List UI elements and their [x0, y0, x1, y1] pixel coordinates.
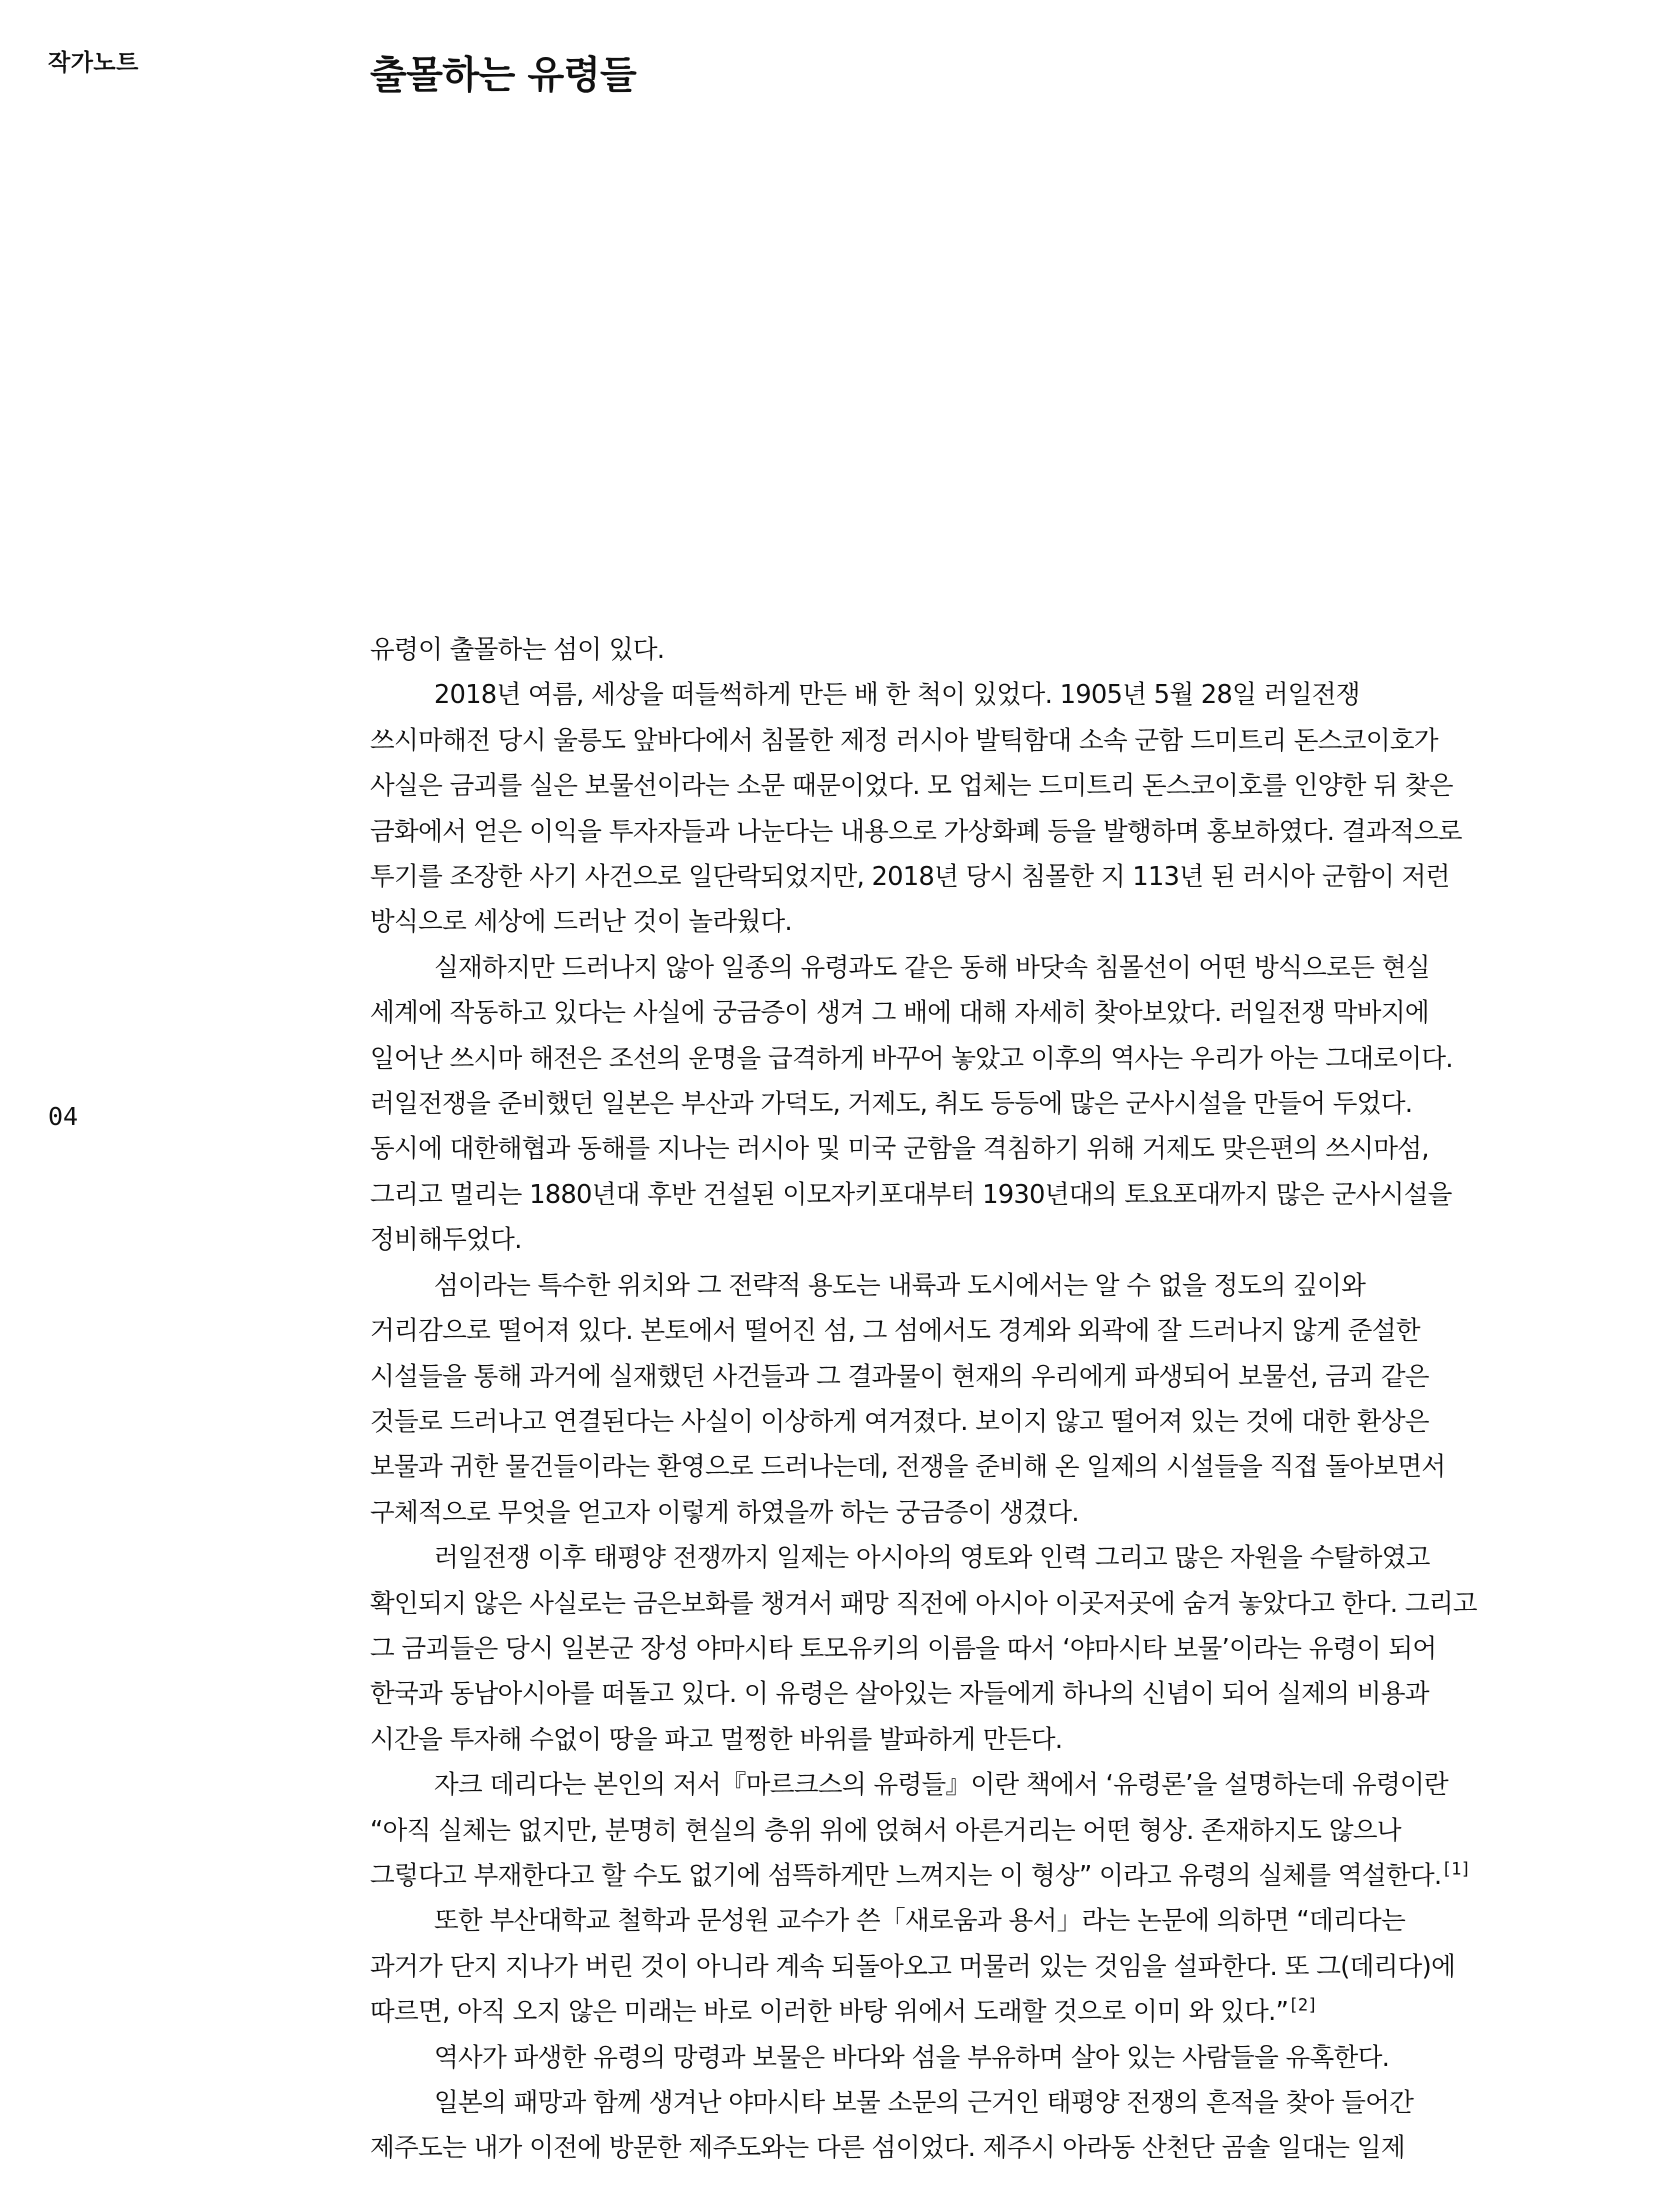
- paragraph: 역사가 파생한 유령의 망령과 보물은 바다와 섬을 부유하며 살아 있는 사람들을 유혹한다.: [434, 2042, 1390, 2073]
- paragraph: 일본의 패망과 함께 생겨난 야마시타 보물 소문의 근거인 태평양 전쟁의 흔적을 찾아 들어간 제주도는 내가 이전에 방문한 제주도와는 다른 섬이었다. 제주시 아라동 산천단 곰솔 일대는 일제: [370, 2088, 1414, 2164]
- paragraph-text: 또한 부산대학교 철학과 문성원 교수가 쓴「새로움과 용서」라는 논문에 의하면 “데리다는 과거가 단지 지나가 버린 것이 아니라 계속 되돌아오고 머물러 있는 것임을 설파한다. 또 그(데리다)에 따르면, 아직 오지 않은 미래는 바로 이러한 바탕 위에서 도래할 것으로 이미 와 있다.”: [370, 1906, 1456, 2028]
- page-number: 04: [48, 1102, 79, 1131]
- body-text: [370, 628, 1480, 2172]
- section-label: 작가노트: [48, 50, 139, 76]
- paragraph: 실재하지만 드러나지 않아 일종의 유령과도 같은 동해 바닷속 침몰선이 어떤 방식으로든 현실 세계에 작동하고 있다는 사실에 궁금증이 생겨 그 배에 대해 자세히 찾아보았다. 러일전쟁 막바지에 일어난 쓰시마 해전은 조선의 운명을 급격하게 바꾸어 놓았고 이후의 역사는 우리가 아는 그대로이다. 러일전쟁을 준비했던 일본은 부산과 가덕도, 거제도, 취도 등등에 많은 군사시설을 만들어 두었다. 동시에 대한해협과 동해를 지나는 러시아 및 미국 군함을 격침하기 위해 거제도 맞은편의 쓰시마섬, 그리고 멀리는 1880년대 후반 건설된 이모자키포대부터 1930년대의 토요포대까지 많은 군사시설을 정비해두었다.: [370, 952, 1453, 1256]
- paragraph: 러일전쟁 이후 태평양 전쟁까지 일제는 아시아의 영토와 인력 그리고 많은 자원을 수탈하였고 확인되지 않은 사실로는 금은보화를 챙겨서 패망 직전에 아시아 이곳저곳에 숨겨 놓았다고 한다. 그리고 그 금괴들은 당시 일본군 장성 야마시타 토모유키의 이름을 따서 ‘야마시타 보물’이라는 유령이 되어 한국과 동남아시아를 떠돌고 있다. 이 유령은 살아있는 자들에게 하나의 신념이 되어 실제의 비용과 시간을 투자해 수없이 땅을 파고 멀쩡한 바위를 발파하게 만든다.: [370, 1543, 1477, 1755]
- page-title: 출몰하는 유령들: [370, 53, 637, 97]
- paragraph-with-footnote: [370, 1899, 1480, 2035]
- paragraph-text: 자크 데리다는 본인의 저서『마르크스의 유령들』이란 책에서 ‘유령론’을 설명하는데 유령이란 “아직 실체는 없지만, 분명히 현실의 층위 위에 얹혀서 아른거리는 어떤 형상. 존재하지도 않으나 그렇다고 부재한다고 할 수도 없기에 섬뜩하게만 느껴지는 이 형상” 이라고 유령의 실체를 역설한다.: [370, 1770, 1449, 1891]
- paragraph: 2018년 여름, 세상을 떠들썩하게 만든 배 한 척이 있었다. 1905년 5월 28일 러일전쟁 쓰시마해전 당시 울릉도 앞바다에서 침몰한 제정 러시아 발틱함대 소속 군함 드미트리 돈스코이호가 사실은 금괴를 실은 보물선이라는 소문 때문이었다. 모 업체는 드미트리 돈스코이호를 인양한 뒤 찾은 금화에서 얻은 이익을 투자자들과 나눈다는 내용으로 가상화폐 등을 발행하며 홍보하였다. 결과적으로 투기를 조장한 사기 사건으로 일단락되었지만, 2018년 당시 침몰한 지 113년 된 러시아 군함이 저런 방식으로 세상에 드러난 것이 놀라웠다.: [370, 680, 1462, 938]
- footnote-marker[interactable]: [1]: [1441, 1859, 1471, 1880]
- paragraph-with-footnote: [370, 1763, 1480, 1899]
- paragraph-opening: 유령이 출몰하는 섬이 있다.: [370, 635, 665, 665]
- footnote-marker[interactable]: [2]: [1288, 1995, 1318, 2016]
- paragraph: 섬이라는 특수한 위치와 그 전략적 용도는 내륙과 도시에서는 알 수 없을 정도의 깊이와 거리감으로 떨어져 있다. 본토에서 떨어진 섬, 그 섬에서도 경계와 외곽에 잘 드러나지 않게 준설한 시설들을 통해 과거에 실재했던 사건들과 그 결과물이 현재의 우리에게 파생되어 보물선, 금괴 같은 것들로 드러나고 연결된다는 사실이 이상하게 여겨졌다. 보이지 않고 떨어져 있는 것에 대한 환상은 보물과 귀한 물건들이라는 환영으로 드러나는데, 전쟁을 준비해 온 일제의 시설들을 직접 돌아보면서 구체적으로 무엇을 얻고자 이렇게 하였을까 하는 궁금증이 생겼다.: [370, 1270, 1446, 1528]
